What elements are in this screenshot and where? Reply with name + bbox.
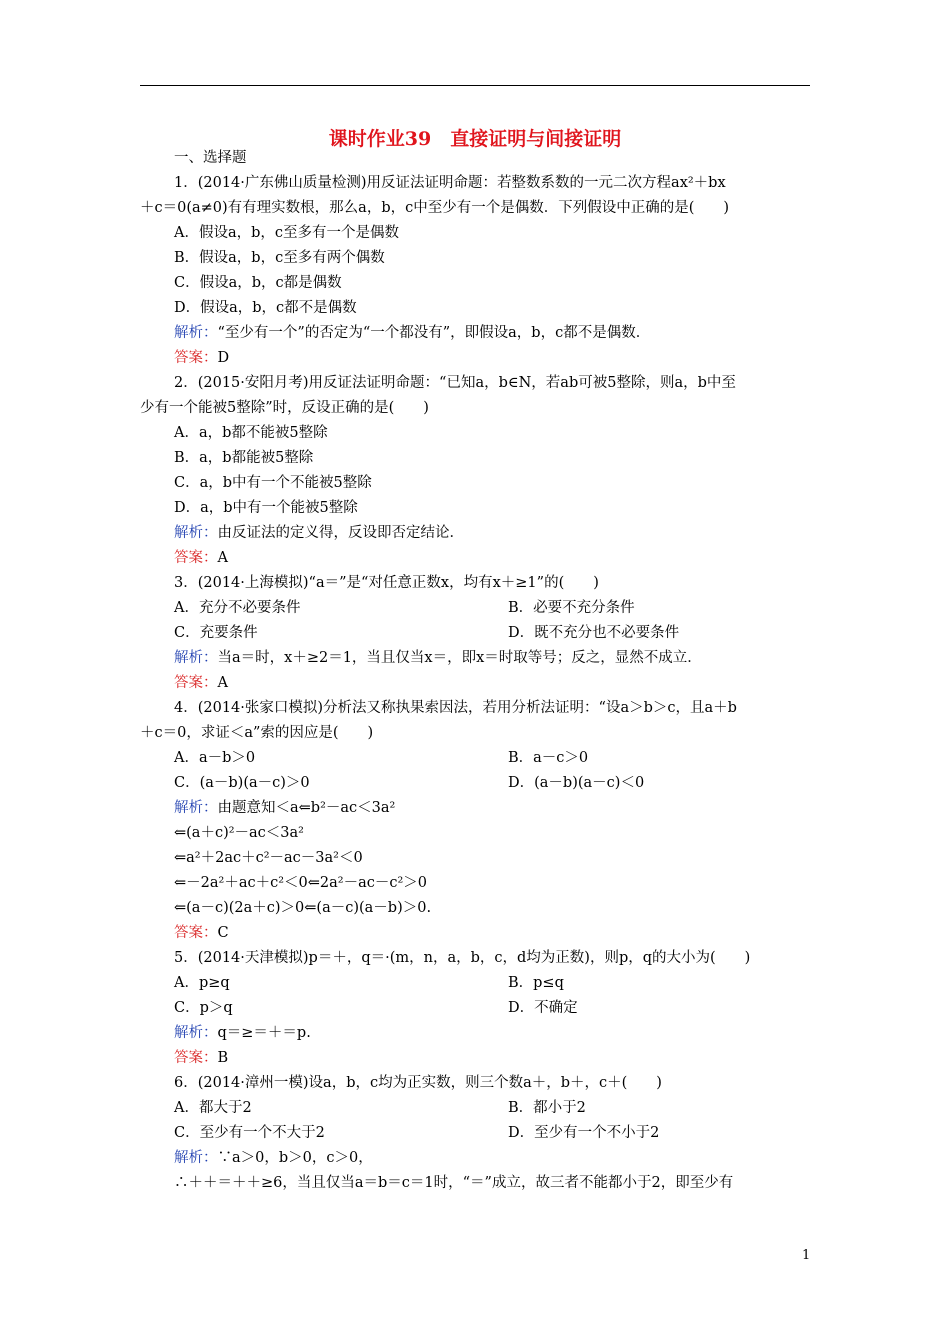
analysis-text: 由题意知＜a⇐b²－ac＜3a²: [217, 800, 396, 816]
q2-option-c: C．a，b中有一个不能被5整除: [174, 475, 372, 491]
q2-option-a: A．a，b都不能被5整除: [174, 425, 328, 441]
q2-option-d: D．a，b中有一个能被5整除: [174, 500, 358, 516]
q5-option-a: A．p≥q: [174, 975, 230, 991]
q2-answer: [174, 548, 228, 568]
section-heading: 一、选择题: [174, 150, 247, 166]
q3-option-b: B．必要不充分条件: [508, 600, 635, 616]
answer-value: D: [217, 350, 230, 366]
answer-value: A: [217, 550, 228, 566]
analysis-text: 由反证法的定义得，反设即否定结论．: [217, 525, 464, 541]
q1-analysis: [174, 323, 650, 343]
answer-label: 答案：: [174, 675, 218, 691]
q4-option-b: B．a－c＞0: [508, 750, 589, 766]
answer-value: B: [217, 1050, 229, 1066]
analysis-text: “至少有一个”的否定为“一个都没有”，即假设a，b，c都不是偶数．: [217, 325, 651, 341]
q4-analysis-line3: ⇐a²＋2ac＋c²－ac－3a²＜0: [174, 850, 363, 866]
answer-label: 答案：: [174, 1050, 218, 1066]
q4-analysis-line5: ⇐(a－c)(2a＋c)＞0⇐(a－c)(a－b)＞0.: [174, 900, 432, 916]
q1-option-d: D．假设a，b，c都不是偶数: [174, 300, 357, 316]
q6-analysis-line1: [174, 1148, 373, 1168]
q4-option-c: C．(a－b)(a－c)＞0: [174, 775, 310, 791]
page-number: 1: [802, 1248, 811, 1263]
analysis-text: q＝≥＝＋＝p.: [217, 1025, 311, 1041]
q6-stem-line1: 6．(2014·漳州一模)设a，b，c均为正实数，则三个数a＋，b＋，c＋( ): [174, 1075, 662, 1091]
q3-analysis: [174, 648, 702, 668]
q2-analysis: [174, 523, 464, 543]
analysis-label: 解析：: [174, 800, 218, 816]
q4-analysis-line1: [174, 798, 395, 818]
analysis-label: 解析：: [174, 1025, 218, 1041]
q4-analysis-line4: ⇐－2a²＋ac＋c²＜0⇐2a²－ac－c²＞0: [174, 875, 428, 891]
q3-stem-line1: 3．(2014·上海模拟)“a＝”是“对任意正数x，均有x＋≥1”的( ): [174, 575, 599, 591]
q1-option-b: B．假设a，b，c至多有两个偶数: [174, 250, 385, 266]
answer-value: A: [217, 675, 228, 691]
q1-option-c: C．假设a，b，c都是偶数: [174, 275, 342, 291]
header-rule: [140, 85, 810, 86]
q4-option-d: D．(a－b)(a－c)＜0: [508, 775, 645, 791]
analysis-text: 当a＝时，x＋≥2＝1，当且仅当x＝，即x＝时取等号；反之，显然不成立．: [217, 650, 702, 666]
q5-analysis: [174, 1023, 311, 1043]
q2-stem-line1: 2．(2015·安阳月考)用反证法证明命题：“已知a，b∈N，若ab可被5整除，则a，b中至: [174, 375, 736, 391]
q1-stem-line1: 1．(2014·广东佛山质量检测)用反证法证明命题：若整数系数的一元二次方程ax²＋bx: [174, 175, 726, 191]
q1-answer: [174, 348, 229, 368]
answer-label: 答案：: [174, 350, 218, 366]
q4-analysis-line2: ⇐(a＋c)²－ac＜3a²: [174, 825, 304, 841]
q4-stem-line1: 4．(2014·张家口模拟)分析法又称执果索因法，若用分析法证明：“设a＞b＞c，且a＋b: [174, 700, 737, 716]
q1-stem-line2: ＋c＝0(a≠0)有有理实数根，那么a，b，c中至少有一个是偶数．下列假设中正确的是( ): [140, 200, 730, 216]
q6-option-d: D．至少有一个不小于2: [508, 1125, 660, 1141]
analysis-label: 解析：: [174, 525, 218, 541]
answer-value: C: [217, 925, 229, 941]
q4-answer: [174, 923, 229, 943]
q3-option-c: C．充要条件: [174, 625, 258, 641]
q4-stem-line2: ＋c＝0，求证＜a”索的因应是( ): [140, 725, 374, 741]
analysis-label: 解析：: [174, 650, 218, 666]
q1-option-a: A．假设a，b，c至多有一个是偶数: [174, 225, 400, 241]
q2-stem-line2: 少有一个能被5整除”时，反设正确的是( ): [140, 400, 429, 416]
q5-stem-line1: 5．(2014·天津模拟)p＝＋，q＝·(m，n，a，b，c，d均为正数)，则p，q的大小为( ): [174, 950, 751, 966]
q5-option-b: B．p≤q: [508, 975, 564, 991]
analysis-text: ∵a＞0，b＞0，c＞0，: [217, 1150, 373, 1166]
analysis-label: 解析：: [174, 1150, 218, 1166]
q6-option-b: B．都小于2: [508, 1100, 586, 1116]
answer-label: 答案：: [174, 550, 218, 566]
q6-option-a: A．都大于2: [174, 1100, 252, 1116]
q5-answer: [174, 1048, 228, 1068]
q3-option-a: A．充分不必要条件: [174, 600, 301, 616]
q6-analysis-line2: ∴＋＋＝＋＋≥6，当且仅当a＝b＝c＝1时，“＝”成立，故三者不能都小于2，即至少有: [174, 1175, 734, 1191]
analysis-label: 解析：: [174, 325, 218, 341]
answer-label: 答案：: [174, 925, 218, 941]
q3-answer: [174, 673, 228, 693]
q3-option-d: D．既不充分也不必要条件: [508, 625, 680, 641]
q2-option-b: B．a，b都能被5整除: [174, 450, 314, 466]
page-title: 课时作业39 直接证明与间接证明: [328, 128, 622, 150]
q4-option-a: A．a－b＞0: [174, 750, 256, 766]
q5-option-d: D．不确定: [508, 1000, 578, 1016]
q5-option-c: C．p＞q: [174, 1000, 233, 1016]
q6-option-c: C．至少有一个不大于2: [174, 1125, 325, 1141]
